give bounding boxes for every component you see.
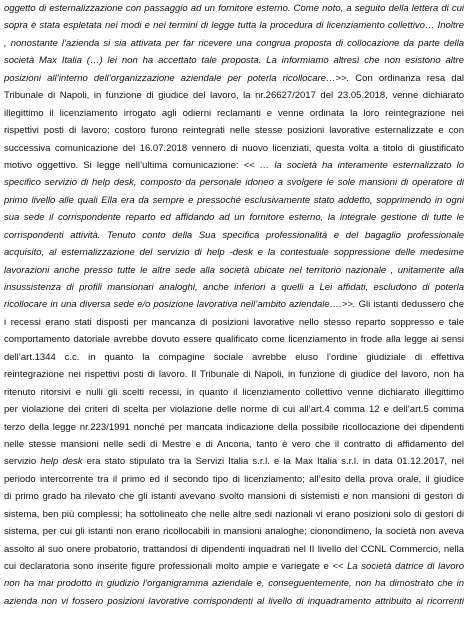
text-run: rispettivi posti di lavoro; costoro furono reintegrati nelle stesse posizioni lavorative esternalizzate e con [4,125,464,137]
italic-text-run: specifico servizio di help desk, composto da personale idoneo a svolgere le sole mansioni di operatore di [4,177,464,189]
text-line [4,227,464,244]
text-line [4,366,464,383]
text-run: dell’art.1344 c.c. in quanto la compagine sociale avrebbe eluso l’ordine giudiziale di effettiva [4,351,464,363]
text-line [4,558,464,575]
text-run: terzo della legge nr.223/1991 nonché per mancata indicazione della possibile ricollocazione dei dipendenti [4,421,464,433]
italic-text-run: lavorazioni anche presso tutte le altre sede alla società ubicate nel territorio nazionale , unitamente alla [4,264,464,276]
text-line [4,105,464,122]
text-line [4,17,464,34]
text-run: periodo intercorrente tra il primo ed il secondo tipo di licenziamento; all’esito della prova orale, il giudice [4,473,464,485]
text-line [4,244,464,261]
text-line [4,349,464,366]
text-line [4,384,464,401]
italic-text-run: oggetto di esternalizzazione con passaggio ad un fornitore esterno. Come noto, a seguito della lettera di cui [4,3,464,14]
text-run: di primo grado ha rilevato che gli istanti avevano svolto mansioni di sistemisti e non mansioni di gestori di [4,491,464,503]
text-run: per violazione dei criteri di scelta per violazione delle norme di cui all’art.4 comma 12 e dell’art.5 comma [4,404,464,416]
text-run: era stato stipulato tra la Servizi Italia s.r.l. e la Max Italia s.r.l. in data 01.12.2017, nel [82,456,464,468]
text-run: servizio [4,456,41,468]
text-run: ritenuto ritorsivi e nulli gli scelti recessi, in quanto il licenziamento collettivo venne dichiarato illegittimo [4,386,464,398]
text-line [4,0,464,17]
text-line [4,575,464,592]
text-line [4,541,464,558]
text-line [4,122,464,139]
italic-text-run: ricollocare in una diversa sede e/o posizione lavorativa nell’ambito aziendale….>>. [4,299,356,311]
italic-text-run: , nonostante l’azienda si sia attivata per far ricevere una congrua proposta di collocazione da parte della [4,37,464,49]
text-run: Tribunale di Napoli, in funzione di giudice del lavoro, la nr.26627/2017 del 23.05.2018, venne dichiarato [4,90,464,102]
text-line [4,192,464,209]
text-line [4,506,464,523]
italic-text-run: posizioni all’interno dell’organizzazione aziendale per poterla ricollocare…>>. [4,72,350,84]
italic-text-run: non ha mai prodotto in giudizio l’organigramma aziendale e, conseguentemente, non ha dimostrato che in [4,578,464,590]
text-run: reintegrazione nei rispettivi posti di lavoro. Il Tribunale di Napoli, in funzione di giudice del lavoro, non ha [4,369,464,381]
text-line [4,174,464,191]
italic-text-run: La società datrice di lavoro [347,561,464,572]
italic-text-run: acquisito, al esternalizzazione del servizio di help -desk e la contestuale soppressione delle medesime [4,247,464,259]
text-line [4,140,464,157]
text-line [4,314,464,331]
text-run: cui declaratoria sono inserite figure professionali molto ampie e variegate e << [4,561,348,572]
text-line [4,87,464,104]
text-line [4,331,464,348]
text-line [4,296,464,313]
text-line [4,52,464,69]
document-body [4,0,464,610]
italic-text-run: help desk [40,456,83,468]
text-line [4,279,464,296]
italic-text-run: primo livello alle quali Ella era da sempre e pressoché esclusivamente stato addetto, sopprimendo in ogni [4,194,464,206]
text-line [4,35,464,52]
text-run: nelle stesse mansioni nelle sedi di Mestre e di Ancona, tanto è vero che il contratto di affidamento del [4,438,464,450]
text-run: successiva comunicazione del 16.07.2018 vennero di nuovo licenziati, questa volta a titolo di giustificato [4,142,464,154]
italic-text-run: << … la società ha interamente esternalizzato lo [243,159,464,171]
text-line [4,471,464,488]
text-line [4,453,464,470]
text-line [4,419,464,436]
text-run: Gli istanti dedussero che [355,299,464,311]
text-run: illegittimo il licenziamento irrogato agli odierni reclamanti e venne ordinata la loro reintegrazione nei [4,107,464,119]
text-line [4,593,464,610]
text-line [4,436,464,453]
italic-text-run: azienda non vi fossero posizioni lavorative corrispondenti al livello di inquadramento attribuito ai ricorrenti [4,595,464,607]
italic-text-run: corrispondenti attività. Tenuto conto della Sua specifica professionalità e del bagaglio professionale [4,229,464,241]
text-line [4,209,464,226]
text-line [4,523,464,540]
text-line [4,488,464,505]
text-run: Con ordinanza resa dal [349,72,464,84]
text-line [4,262,464,279]
text-run: comportamento datoriale avrebbe dovuto essere qualificato come licenziamento in frode alla legge ai sensi [4,334,464,346]
text-line [4,401,464,418]
italic-text-run: società Max Italia (…) lei non ha accettato tale proposta. La informiamo altresì che non esistono altre [4,55,464,67]
text-line [4,157,464,174]
italic-text-run: sua sede il corrispondente reparto ed affidando ad un fornitore esterno, la integrale gestione di tutte le [4,212,464,224]
text-run: sistema, ben più complessi; ha sottolineato che nelle altre sedi nazionali vi erano posizioni solo di gestori di [4,508,464,520]
text-line [4,70,464,87]
text-run: assolto al suo onere probatorio, trattandosi di dipendenti inquadrati nel II livello del CCNL Commercio, nella [4,543,464,555]
italic-text-run: insussistenza di profili mansionari analoghi, anche inferiori a quelli a Lei affidati, escludono di poterla [4,282,464,293]
text-run: motivo oggettivo. Si legge nell’ultima comunicazione: [4,159,244,171]
italic-text-run: sopra è stata espletata nei modi e nei termini di legge tutta la procedura di licenziamento collettivo… Inoltre [4,20,464,32]
text-run: sistema, per cui gli istanti non erano ricollocabili in mansioni analoghe; cionondimeno, la società non aveva [4,526,464,538]
text-run: i recessi erano stati disposti per mancanza di posizioni lavorative nello stesso reparto soppresso e tale [4,316,464,328]
